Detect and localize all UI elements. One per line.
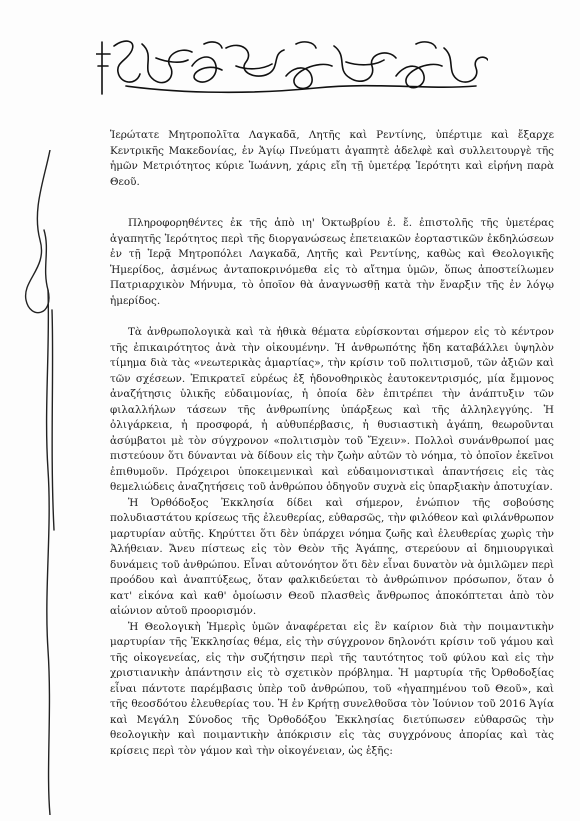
binding-string (14, 150, 74, 815)
greeting-paragraph: Ἱερώτατε Μητροπολῖτα Λαγκαδᾶ, Λητῆς καὶ Ρεντίνης, ὑπέρτιμε καὶ ἔξαρχε Κεντρικῆς Μακεδονίας, ἐν Ἁγίῳ Πνεύματι ἀγαπητὲ ἀδελφὲ καὶ συλλειτουργὲ τῆς ἡμῶν Μετριότητος κύριε Ἰωάννη, χάρις εἴη τῇ ὑμετέρᾳ Ἱερότητι καὶ εἰρήνη παρὰ Θεοῦ. (110, 129, 554, 188)
body-paragraph: Τὰ ἀνθρωπολογικὰ καὶ τὰ ἠθικὰ θέματα εὑρίσκονται σήμερον εἰς τὸ κέντρον τῆς ἐπικαιρότητος ἀνὰ τὴν οἰκουμένην. Ἡ ἀνθρωπότης ἤδη καταβάλλει ὑψηλὸν τίμημα διὰ τὰς «νεωτερικὰς ἁμαρτίας», τὴν κρίσιν τοῦ πολιτισμοῦ, τῶν ἀξιῶν καὶ τῶν σχέσεων. Ἐπικρατεῖ εὐρέως ἐξ ἡδονοθηρικὸς ἑαυτοκεντρισμός, μία ἔμμονος ἀναζήτησις ὑλικῆς εὐδαιμονίας, ἡ ὁποία δὲν ἐπιτρέπει τὴν ἀνάπτυξιν τῶν φιλαλλήλων τάσεων τῆς ἀνθρωπίνης ὑπάρξεως καὶ τῆς ἀλληλεγγύης. Ἡ ὀλιγάρκεια, ἡ προσφορά, ἡ αὐθυπέρβασις, ἡ θυσιαστικὴ ἀγάπη, θεωροῦνται ἀσύμβατοι μὲ τὸν σύγχρονον «πολιτισμὸν τοῦ Ἔχειν». Πολλοὶ συνάνθρωποί μας πιστεύουν ὅτι δύνανται νὰ δίδουν εἰς τὴν ζωὴν αὐτῶν τὸ νόημα, τὸ ὁποῖον ἐκεῖνοι ἐπιθυμοῦν. Πρόχειροι ὑποκειμενικαὶ καὶ εὐδαιμονιστικαὶ ἀπαντήσεις εἰς τὰς θεμελιώδεις ἀναζητήσεις τοῦ ἀνθρώπου ὁδηγοῦν συχνὰ εἰς ὑπαρξιακὴν ἀποτυχίαν. (110, 326, 554, 493)
letter-greeting-block (110, 128, 554, 190)
body-paragraph: Πληροφορηθέντες ἐκ τῆς ἀπὸ ιη' Ὀκτωβρίου ἐ. ἔ. ἐπιστολῆς τῆς ὑμετέρας ἀγαπητῆς Ἱερότητος περὶ τῆς διοργανώσεως ἐπετειακῶν ἑορταστικῶν ἐκδηλώσεων ἐν τῇ Ἱερᾷ Μητροπόλει Λαγκαδᾶ, Λητῆς καὶ Ρεντίνης, καθὼς καὶ Θεολογικῆς Ἡμερίδος, ἀσμένως ἀνταποκρινόμεθα εἰς τὸ αἴτημα ὑμῶν, ὅπως ἀποστείλωμεν Πατριαρχικὸν Μήνυμα, τὸ ὁποῖον θὰ ἀναγνωσθῇ κατὰ τὴν ἔναρξιν τῆς ἐν λόγῳ ἡμερίδος. (110, 217, 554, 307)
letter-body (110, 216, 554, 759)
body-paragraph: Ἡ Θεολογικὴ Ἡμερὶς ὑμῶν ἀναφέρεται εἰς ἓν καίριον διὰ τὴν ποιμαντικὴν μαρτυρίαν τῆς Ἐκκλησίας θέμα, εἰς τὴν σύγχρονον δηλονότι κρίσιν τοῦ γάμου καὶ τῆς οἰκογενείας, εἰς τὴν συζήτησιν περὶ τῆς ταυτότητος τοῦ φύλου καὶ εἰς τὴν χριστιανικὴν ἀπάντησιν εἰς τὸ σχετικὸν πρόβλημα. Ἡ μαρτυρία τῆς Ὀρθοδοξίας εἶναι πάντοτε παρέμβασις ὑπὲρ τοῦ ἀνθρώπου, τοῦ «ἠγαπημένου τοῦ Θεοῦ», καὶ τῆς θεοσδότου ἐλευθερίας του. Ἡ ἐν Κρήτῃ συνελθοῦσα τὸν Ἰούνιον τοῦ 2016 Ἁγία καὶ Μεγάλη Σύνοδος τῆς Ὀρθοδόξου Ἐκκλησίας διετύπωσεν εὐθαρσῶς τὴν θεολογικὴν καὶ ποιμαντικὴν ἀπόκρισιν εἰς τὰς συγχρόνους ἀπορίας καὶ τὰς κρίσεις περὶ τὸν γάμον καὶ τὴν οἰκογένειαν, ὡς ἑξῆς: (110, 620, 554, 757)
body-paragraph: Ἡ Ὀρθόδοξος Ἐκκλησία δίδει καὶ σήμερον, ἐνώπιον τῆς σοβούσης πολυδιαστάτου κρίσεως τῆς ἐλευθερίας, εὐθαρσῶς, τὴν φιλόθεον καὶ φιλάνθρωπον μαρτυρίαν αὐτῆς. Κηρύττει ὅτι δὲν ὑπάρχει νόημα ζωῆς καὶ ἐλευθερίας χωρὶς τὴν Ἀλήθειαν. Ἄνευ πίστεως εἰς τὸν Θεὸν τῆς Ἀγάπης, στερεύουν αἱ δημιουργικαὶ δυνάμεις τοῦ ἀνθρώπου. Εἶναι αὐτονόητον ὅτι δὲν εἶναι δυνατὸν νὰ ὁμιλῶμεν περὶ προόδου καὶ ἀναπτύξεως, ὅταν φαλκιδεύεται τὸ ἀνθρώπινον πρόσωπον, ὅταν ὁ κατ' εἰκόνα καὶ καθ' ὁμοίωσιν Θεοῦ πλασθεὶς ἄνθρωπος ἀποκόπτεται ἀπὸ τὸν αἰώνιον αὐτοῦ προορισμόν. (110, 496, 554, 617)
patriarch-signature (96, 36, 488, 98)
